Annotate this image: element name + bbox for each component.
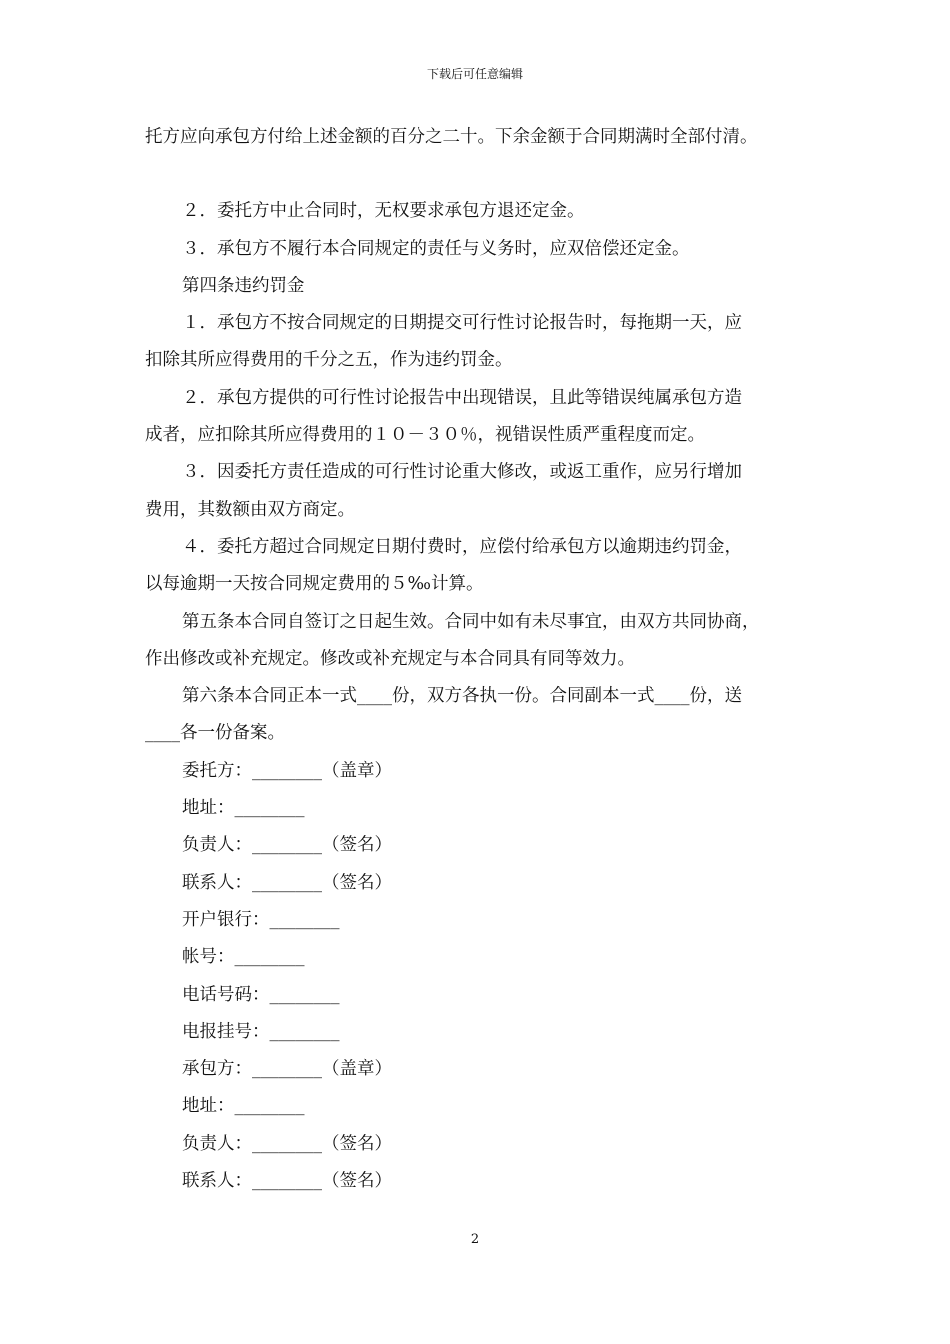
bank-field: 开户银行：________ [182,909,340,930]
contractor-responsible-field: 负责人：________（签名） [182,1133,392,1154]
page-header: 下载后可任意编辑 [426,67,523,81]
client-address-field: 地址：________ [182,798,305,819]
article-4-item-4-line-1: ４．委托方超过合同规定日期付费时，应偿付给承包方以逾期违约罚金， [182,536,742,557]
document-body [145,119,825,1200]
telegraph-field: 电报挂号：________ [182,1021,340,1042]
contractor-field: 承包方：________（盖章） [182,1059,392,1080]
signature-block [145,753,825,1201]
page-number: 2 [470,1232,480,1247]
paragraph-deposit-contractor: ３．承包方不履行本合同规定的责任与义务时，应双倍偿还定金。 [182,238,690,259]
client-field: 委托方：________（盖章） [182,760,392,781]
paragraph-payment-terms: 托方应向承包方付给上述金额的百分之二十。下余金额于合同期满时全部付清。 [145,127,758,147]
article-4-item-3-line-1: ３．因委托方责任造成的可行性讨论重大修改，或返工重作，应另行增加 [182,462,742,483]
article-4-item-2-line-1: ２．承包方提供的可行性讨论报告中出现错误，且此等错误纯属承包方造 [182,387,742,408]
account-field: 帐号：________ [182,947,305,968]
client-contact-field: 联系人：________（签名） [182,872,392,893]
article-4-title: 第四条违约罚金 [182,275,305,296]
client-responsible-field: 负责人：________（签名） [182,835,392,856]
article-4-item-4-line-2: 以每逾期一天按合同规定费用的５‰计算。 [145,574,484,595]
article-4-item-1-line-2: 扣除其所应得费用的千分之五，作为违约罚金。 [145,350,513,371]
article-5-line-1: 第五条本合同自签订之日起生效。合同中如有未尽事宜，由双方共同协商， [182,611,760,632]
phone-field: 电话号码：________ [182,984,340,1005]
article-5-line-2: 作出修改或补充规定。修改或补充规定与本合同具有同等效力。 [145,648,635,669]
article-6-line-2: ____各一份备案。 [145,723,285,744]
paragraph-deposit-client: ２．委托方中止合同时，无权要求承包方退还定金。 [182,201,585,222]
contractor-contact-field: 联系人：________（签名） [182,1171,392,1192]
paragraph-gap [145,156,825,193]
article-6-line-1: 第六条本合同正本一式____份，双方各执一份。合同副本一式____份，送 [182,686,742,707]
article-4-item-3-line-2: 费用，其数额由双方商定。 [145,499,355,520]
contractor-address-field: 地址：________ [182,1096,305,1117]
article-4-item-2-line-2: 成者，应扣除其所应得费用的１０－３０％，视错误性质严重程度而定。 [145,425,705,446]
article-4-item-1-line-1: １．承包方不按合同规定的日期提交可行性讨论报告时，每拖期一天，应 [182,313,742,334]
